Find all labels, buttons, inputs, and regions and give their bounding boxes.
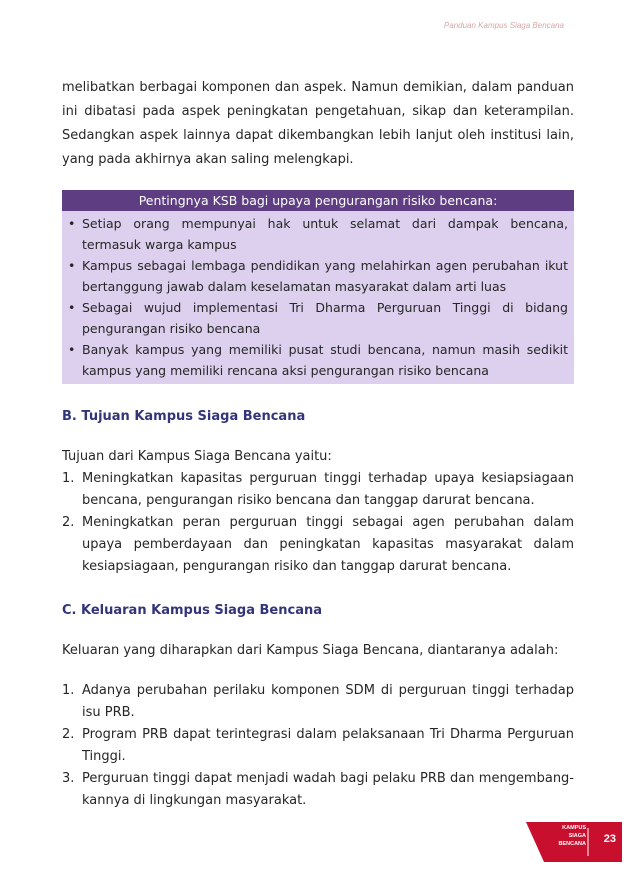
box-list-item — [66, 339, 568, 381]
list-item-text: Adanya perubahan perilaku komponen SDM di perguruan tinggi terhadap isu PRB. — [82, 683, 574, 720]
list-item — [62, 468, 574, 512]
page-number: 23 — [603, 833, 616, 845]
box-item-text: Setiap orang mempunyai hak untuk selamat dari dampak bencana, termasuk warga kampus — [82, 216, 568, 252]
list-item-text: Perguruan tinggi dapat menjadi wadah bagi pelaku PRB dan mengembang-kannya di lingkungan masyarakat. — [82, 771, 574, 808]
badge-label — [559, 824, 587, 848]
list-item-text: Meningkatkan kapasitas perguruan tinggi terhadap upaya kesiapsiagaan bencana, pengurangan risiko bencana dan tanggap darurat bencana. — [82, 471, 574, 508]
box-list-item — [66, 297, 568, 339]
badge-line: KAMPUS — [562, 825, 586, 831]
section-c-heading: C. Keluaran Kampus Siaga Bencana — [62, 603, 323, 618]
bullet-icon: • — [68, 216, 76, 231]
list-item-text: Meningkatkan peran perguruan tinggi sebagai agen perubahan dalam upaya pemberdayaan dan peningkatan kapasitas masyarakat dalam kesiapsiagaan, pengurangan risiko dan tanggap darurat bencana. — [82, 515, 574, 574]
section-b-heading: B. Tujuan Kampus Siaga Bencana — [62, 409, 306, 424]
badge-line: BENCANA — [558, 841, 586, 847]
list-item — [62, 512, 574, 578]
box-list-item — [66, 213, 568, 255]
list-number: 1. — [62, 683, 75, 698]
running-header: Panduan Kampus Siaga Bencana — [443, 21, 564, 30]
list-number: 2. — [62, 515, 75, 530]
badge-line: SIAGA — [568, 833, 586, 839]
box-list-item — [66, 255, 568, 297]
list-item-text: Program PRB dapat terintegrasi dalam pelaksanaan Tri Dharma Perguruan Tinggi. — [82, 727, 574, 764]
box-item-text: Sebagai wujud implementasi Tri Dharma Perguruan Tinggi di bidang pengurangan risiko bencana — [82, 300, 568, 336]
list-item — [62, 680, 574, 724]
page-number-badge — [526, 822, 622, 862]
bullet-icon: • — [68, 258, 76, 273]
list-item — [62, 724, 574, 768]
list-number: 1. — [62, 471, 75, 486]
list-item — [62, 768, 574, 812]
section-c-list — [62, 680, 574, 812]
intro-paragraph: melibatkan berbagai komponen dan aspek. Namun demikian, dalam panduan ini dibatasi pada aspek peningkatan pengetahuan, sikap dan keterampilan. Sedangkan aspek lainnya dapat dikembangkan lebih lanjut oleh institusi lain, yang pada akhirnya akan saling melengkapi. — [62, 80, 574, 167]
ksb-importance-box — [62, 190, 574, 384]
bullet-icon: • — [68, 342, 76, 357]
box-title: Pentingnya KSB bagi upaya pengurangan risiko bencana: — [62, 190, 574, 211]
box-item-text: Banyak kampus yang memiliki pusat studi bencana, namun masih sedikit kampus yang memiliki rencana aksi pengurangan risiko bencana — [82, 342, 568, 378]
list-number: 3. — [62, 771, 75, 786]
box-item-text: Kampus sebagai lembaga pendidikan yang melahirkan agen perubahan ikut bertanggung jawab dalam keselamatan masyarakat dalam arti luas — [82, 258, 568, 294]
page-content — [62, 76, 574, 812]
box-list — [62, 211, 574, 384]
section-b-lead: Tujuan dari Kampus Siaga Bencana yaitu: — [62, 449, 332, 464]
bullet-icon: • — [68, 300, 76, 315]
section-b-list — [62, 468, 574, 578]
section-c-lead: Keluaran yang diharapkan dari Kampus Siaga Bencana, diantaranya adalah: — [62, 643, 559, 658]
list-number: 2. — [62, 727, 75, 742]
